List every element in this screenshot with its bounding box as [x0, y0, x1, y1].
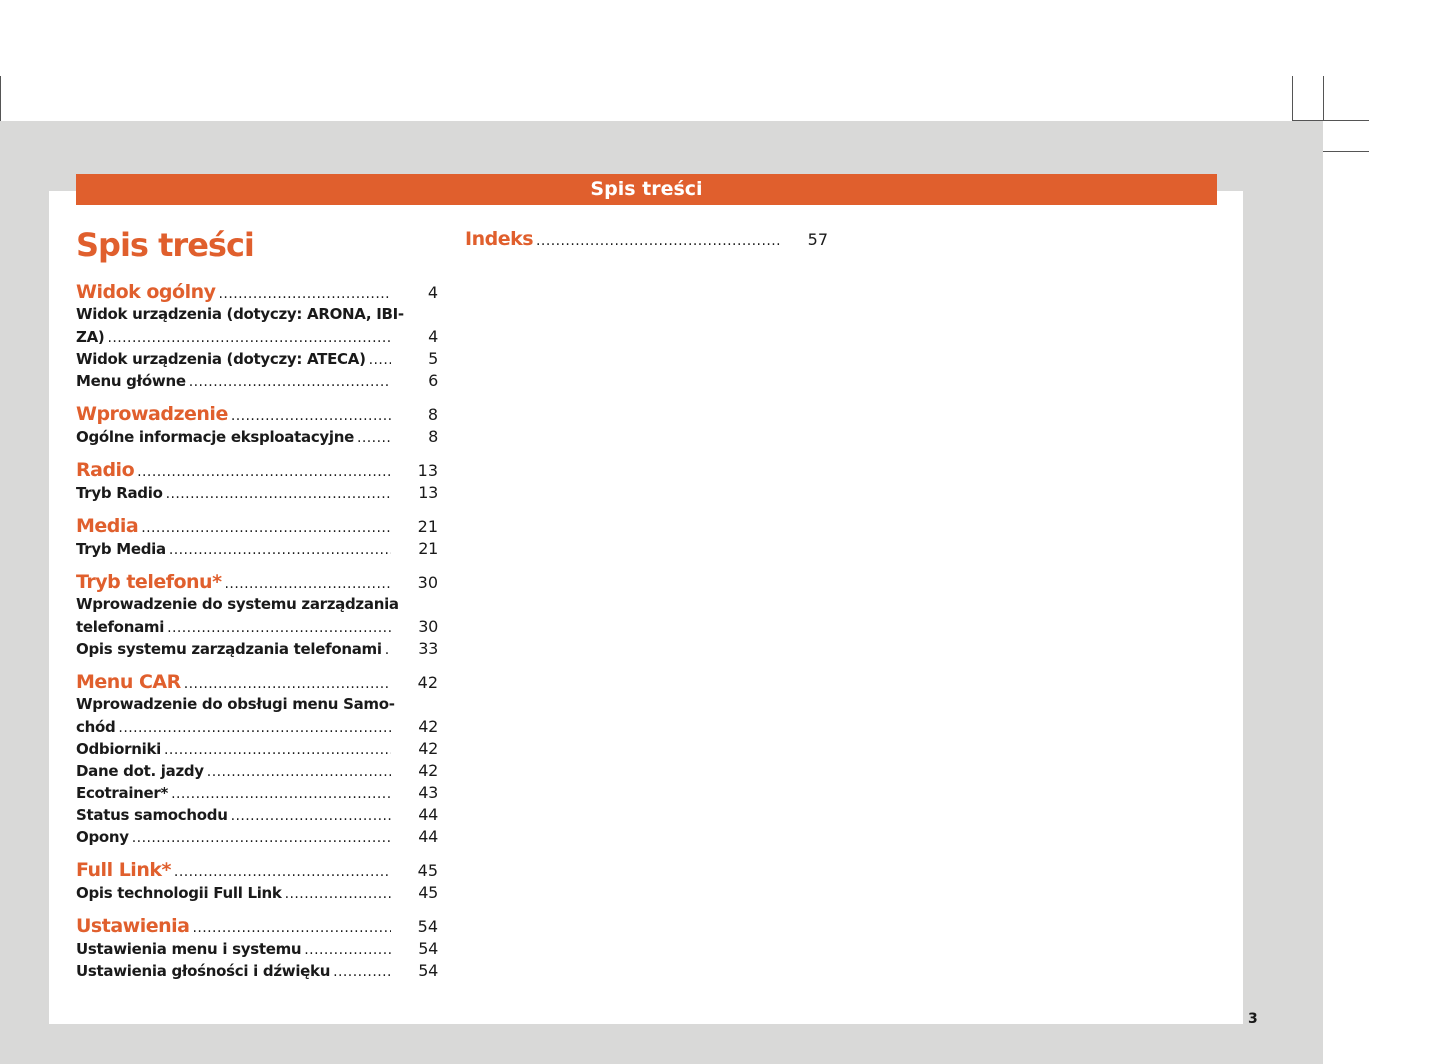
leader-dots	[304, 942, 391, 958]
toc-page-number: 43	[418, 783, 438, 802]
toc-index-column	[465, 228, 828, 252]
toc-chapter[interactable]	[76, 281, 438, 305]
toc-chapter-label: Widok ogólny	[76, 281, 216, 303]
toc-page-number: 4	[427, 283, 438, 302]
leader-dots	[164, 742, 391, 758]
leader-dots	[174, 864, 391, 880]
toc-page-number: 44	[418, 827, 438, 846]
toc-entry-label: Ustawienia głośności i dźwięku	[76, 962, 331, 980]
toc-section	[76, 915, 438, 983]
toc-page-number: 42	[418, 761, 438, 780]
toc-page-number: 57	[807, 230, 828, 249]
toc-section	[76, 281, 438, 393]
leader-dots	[137, 464, 391, 480]
toc-column	[76, 281, 438, 993]
toc-section	[76, 671, 438, 849]
page-title: Spis treści	[76, 226, 254, 264]
leader-dots	[219, 286, 391, 302]
header-bar: Spis treści	[76, 174, 1217, 205]
toc-entry[interactable]	[76, 961, 438, 983]
leader-dots	[107, 330, 391, 346]
toc-chapter-label: Tryb telefonu*	[76, 571, 222, 593]
toc-chapter[interactable]	[76, 671, 438, 695]
leader-dots	[333, 964, 391, 980]
toc-page-number: 8	[428, 427, 438, 446]
toc-page-number: 30	[417, 573, 438, 592]
toc-chapter-index[interactable]	[465, 228, 828, 252]
leader-dots	[184, 676, 391, 692]
leader-dots	[169, 542, 391, 558]
toc-entry[interactable]	[76, 371, 438, 393]
toc-chapter-label: Indeks	[465, 228, 534, 250]
toc-page-number: 8	[427, 405, 438, 424]
toc-entry[interactable]	[76, 483, 438, 505]
toc-section	[76, 571, 438, 661]
leader-dots	[189, 374, 391, 390]
toc-page-number: 5	[428, 349, 438, 368]
toc-entry[interactable]	[76, 349, 438, 371]
toc-page-number: 42	[418, 717, 438, 736]
toc-entry[interactable]	[76, 539, 438, 561]
toc-entry[interactable]	[76, 783, 438, 805]
leader-dots	[207, 764, 391, 780]
toc-entry-label: Tryb Radio	[76, 484, 163, 502]
toc-page-number: 4	[428, 327, 438, 346]
leader-dots	[231, 808, 391, 824]
crop-mark	[0, 76, 1, 121]
toc-entry-label: telefonami	[76, 618, 165, 636]
toc-page-number: 44	[418, 805, 438, 824]
toc-entry-label: Opony	[76, 828, 129, 846]
toc-section	[76, 459, 438, 505]
toc-chapter[interactable]	[76, 515, 438, 539]
toc-page-number: 21	[417, 517, 438, 536]
leader-dots	[225, 576, 391, 592]
toc-chapter-label: Menu CAR	[76, 671, 181, 693]
leader-dots	[369, 352, 391, 368]
crop-mark	[1323, 76, 1324, 121]
toc-entry-label: Opis technologii Full Link	[76, 884, 282, 902]
leader-dots	[167, 620, 391, 636]
toc-chapter[interactable]	[76, 403, 438, 427]
toc-entry-label: chód	[76, 718, 116, 736]
toc-chapter-label: Media	[76, 515, 139, 537]
toc-entry[interactable]	[76, 717, 438, 739]
toc-page-number: 33	[418, 639, 438, 658]
toc-entry[interactable]	[76, 427, 438, 449]
toc-entry[interactable]	[76, 761, 438, 783]
toc-entry-label: Tryb Media	[76, 540, 166, 558]
toc-page-number: 13	[418, 483, 438, 502]
toc-entry-label: Ogólne informacje eksploatacyjne	[76, 428, 354, 446]
toc-page-number: 54	[418, 961, 438, 980]
toc-chapter-label: Radio	[76, 459, 135, 481]
toc-page-number: 42	[418, 739, 438, 758]
toc-page-number: 45	[418, 883, 438, 902]
toc-entry[interactable]	[76, 739, 438, 761]
leader-dots	[118, 720, 391, 736]
leader-dots	[357, 430, 391, 446]
toc-entry[interactable]	[76, 805, 438, 827]
toc-entry-label: Menu główne	[76, 372, 186, 390]
toc-section	[76, 515, 438, 561]
leader-dots	[231, 408, 391, 424]
toc-page-number: 6	[428, 371, 438, 390]
toc-page-number: 42	[417, 673, 438, 692]
toc-section	[76, 403, 438, 449]
toc-page-number: 54	[418, 939, 438, 958]
toc-entry-first-line[interactable]: Wprowadzenie do systemu zarządzania	[76, 595, 399, 613]
toc-chapter[interactable]	[76, 859, 438, 883]
crop-mark	[1292, 76, 1293, 121]
toc-chapter-label: Wprowadzenie	[76, 403, 228, 425]
leader-dots	[166, 486, 391, 502]
leader-dots	[192, 920, 391, 936]
leader-dots	[171, 786, 391, 802]
toc-page-number: 21	[418, 539, 438, 558]
toc-entry[interactable]	[76, 939, 438, 961]
toc-chapter[interactable]	[76, 915, 438, 939]
leader-dots	[385, 642, 391, 658]
toc-entry[interactable]	[76, 883, 438, 905]
leader-dots	[285, 886, 391, 902]
toc-entry-label: Ecotrainer*	[76, 784, 169, 802]
toc-entry-label: Ustawienia menu i systemu	[76, 940, 302, 958]
toc-entry[interactable]	[76, 327, 438, 349]
toc-entry[interactable]	[76, 617, 438, 639]
toc-entry[interactable]	[76, 639, 438, 661]
toc-entry-first-line[interactable]: Widok urządzenia (dotyczy: ARONA, IBI-	[76, 305, 404, 323]
toc-page-number: 54	[417, 917, 438, 936]
toc-chapter[interactable]	[76, 571, 438, 595]
toc-page-number: 13	[417, 461, 438, 480]
toc-page-number: 45	[417, 861, 438, 880]
toc-entry-label: Odbiorniki	[76, 740, 162, 758]
toc-section	[76, 859, 438, 905]
page-number: 3	[1248, 1011, 1258, 1027]
leader-dots	[132, 830, 391, 846]
toc-entry-label: Status samochodu	[76, 806, 228, 824]
toc-page-number: 30	[418, 617, 438, 636]
toc-entry-label: Widok urządzenia (dotyczy: ATECA)	[76, 350, 366, 368]
leader-dots	[536, 233, 781, 249]
toc-chapter[interactable]	[76, 459, 438, 483]
toc-entry-label: Dane dot. jazdy	[76, 762, 204, 780]
toc-entry[interactable]	[76, 827, 438, 849]
toc-entry-label: ZA)	[76, 328, 105, 346]
toc-chapter-label: Full Link*	[76, 859, 171, 881]
crop-mark	[1323, 151, 1369, 152]
leader-dots	[141, 520, 391, 536]
toc-entry-first-line[interactable]: Wprowadzenie do obsługi menu Samo-	[76, 695, 395, 713]
toc-chapter-label: Ustawienia	[76, 915, 190, 937]
toc-entry-label: Opis systemu zarządzania telefonami	[76, 640, 382, 658]
